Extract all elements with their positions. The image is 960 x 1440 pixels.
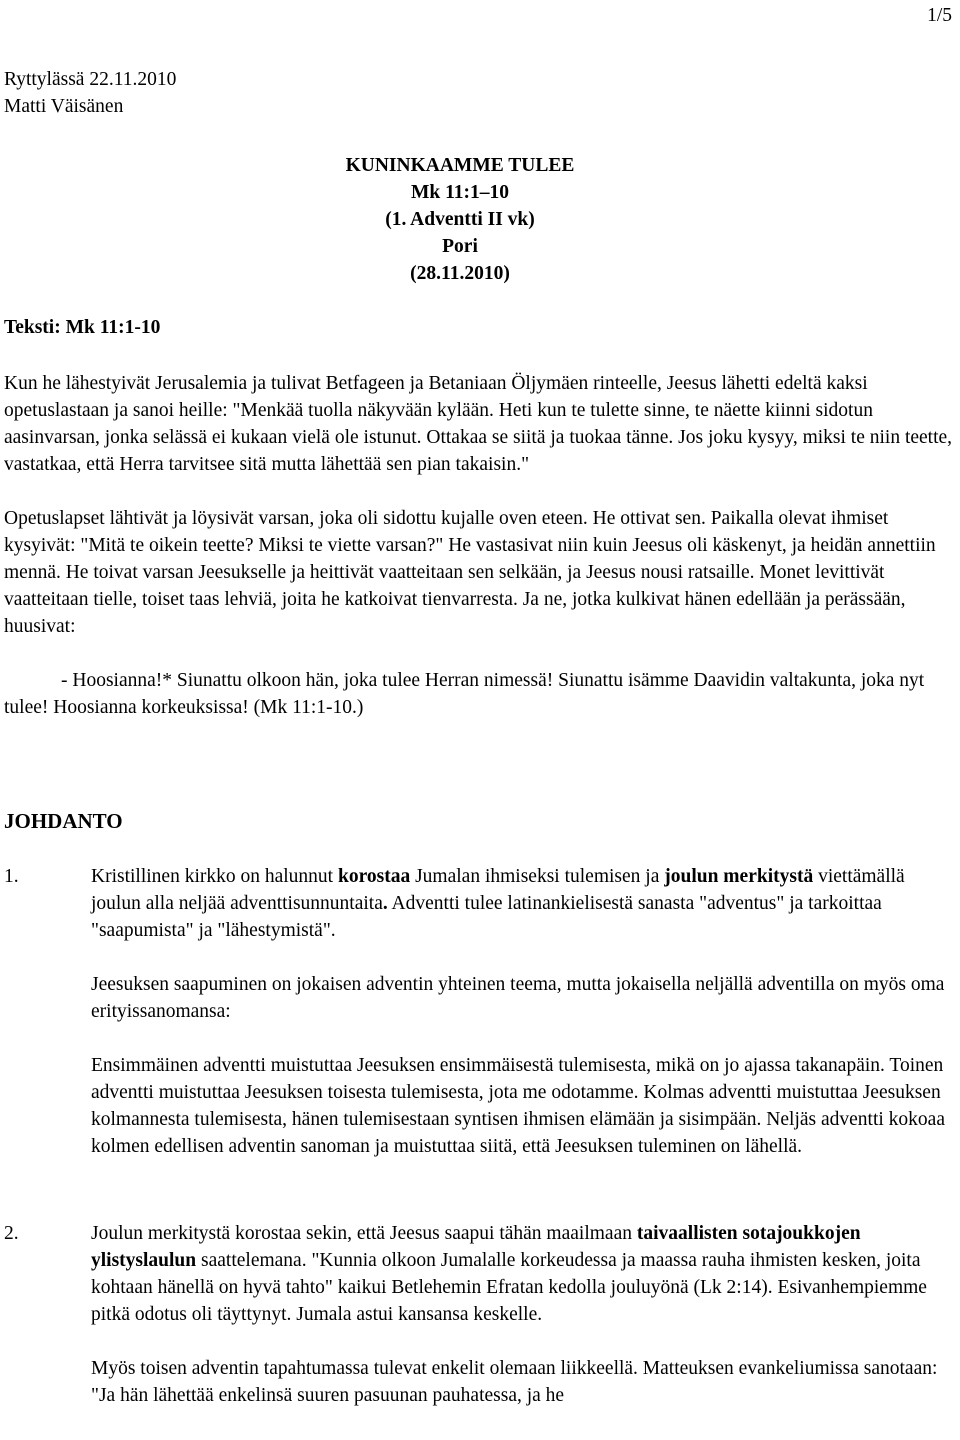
sermon-date: (28.11.2010) xyxy=(410,263,510,284)
author-name: Matti Väisänen xyxy=(4,96,124,117)
page-number: 1/5 xyxy=(927,5,952,26)
sermon-location: Pori xyxy=(442,236,478,257)
item-paragraph: Kristillinen kirkko on halunnut korostaa Jumalan ihmiseksi tulemisen ja joulun merkitystä viettämällä joulun alla neljää adventtisunnuntaita. Adventti tulee latinankielisestä sanasta "adventus" ja tarkoittaa "saapumista" ja "lähestymistä". xyxy=(91,866,905,941)
item-paragraph: Joulun merkitystä korostaa sekin, että Jeesus saapui tähän maailmaan taivaallisten sotajoukkojen ylistyslaulun saattelemana. "Kunnia olkoon Jumalalle korkeudessa ja maassa rauha ihmisten kesken, joita kohtaan hänellä on hyvä tahto" kaikui Betlehemin Efratan kedolla jouluyönä (Lk 2:14). Esivanhempiemme pitkä odotus oli täyttynyt. Jumala astui kansansa keskelle. xyxy=(91,1223,927,1325)
item-paragraph: Ensimmäinen adventti muistuttaa Jeesuksen ensimmäisestä tulemisesta, mikä on jo ajassa takanapäin. Toinen adventti muistuttaa Jeesuksen toisesta tulemisesta, jota me odotamme. Kolmas adventti muistuttaa Jeesuksen kolmannesta tulemisesta, hänen tulemisestaan syntisen ihmisen elämään ja sisimpään. Neljäs adventti kokoaa kolmen edellisen adventin sanoman ja muistuttaa siitä, että Jeesuksen tuleminen on lähellä. xyxy=(91,1055,945,1157)
scripture-text xyxy=(4,370,954,721)
header-block xyxy=(4,66,176,120)
church-occasion: (1. Adventti II vk) xyxy=(385,209,535,230)
list-number: 1. xyxy=(4,866,19,887)
sermon-title: KUNINKAAMME TULEE xyxy=(345,155,575,176)
list-item xyxy=(91,863,953,1160)
list-number: 2. xyxy=(4,1223,19,1244)
place-date: Ryttylässä 22.11.2010 xyxy=(4,69,177,90)
item-paragraph: Myös toisen adventin tapahtumassa tulevat enkelit olemaan liikkeellä. Matteuksen evankeliumissa sanotaan: "Ja hän lähettää enkelinsä suuren pasuunan pauhatessa, ja he xyxy=(91,1358,938,1406)
scripture-paragraph: Opetuslapset lähtivät ja löysivät varsan, joka oli sidottu kujalle oven eteen. He ottivat sen. Paikalla olevat ihmiset kysyivät: "Mitä te oikein teette? Miksi te viette varsan?" He vastasivat niin kuin Jeesus oli käskenyt, ja heidän annettiin mennä. He toivat varsan Jeesukselle ja heittivät vaatteitaan sen selkään, ja Jeesus nousi ratsaille. Monet levittivät vaatteitaan tielle, toiset taas lehviä, joita he katkoivat tienvarresta. Ja ne, jotka kulkivat hänen edellään ja perässään, huusivat: xyxy=(4,508,936,637)
text-reference: Teksti: Mk 11:1-10 xyxy=(4,317,161,338)
hoosianna-text: - Hoosianna!* Siunattu olkoon hän, joka tulee Herran nimessä! Siunattu isämme Daavidin valtakunta, joka nyt tulee! Hoosianna korkeuksissa! (Mk 11:1-10.) xyxy=(4,670,925,718)
list-item xyxy=(91,1220,953,1409)
item-paragraph: Jeesuksen saapuminen on jokaisen adventin yhteinen teema, mutta jokaisella neljällä adventilla on myös oma erityissanomansa: xyxy=(91,974,945,1022)
bible-reference: Mk 11:1–10 xyxy=(410,182,510,203)
section-heading: JOHDANTO xyxy=(4,809,123,833)
sermon-title-block xyxy=(340,152,580,287)
scripture-paragraph xyxy=(4,667,954,721)
scripture-paragraph: Kun he lähestyivät Jerusalemia ja tulivat Betfageen ja Betaniaan Öljymäen rinteelle, Jeesus lähetti edeltä kaksi opetuslastaan ja sanoi heille: "Menkää tuolla näkyvään kylään. Heti kun te tulette sinne, te näette kiinni sidotun aasinvarsan, jonka selässä ei kukaan vielä ole istunut. Ottakaa se siitä ja tuokaa tänne. Jos joku kysyy, miksi te niin teette, vastatkaa, että Herra tarvitsee sitä mutta lähettää sen pian takaisin." xyxy=(4,373,953,475)
